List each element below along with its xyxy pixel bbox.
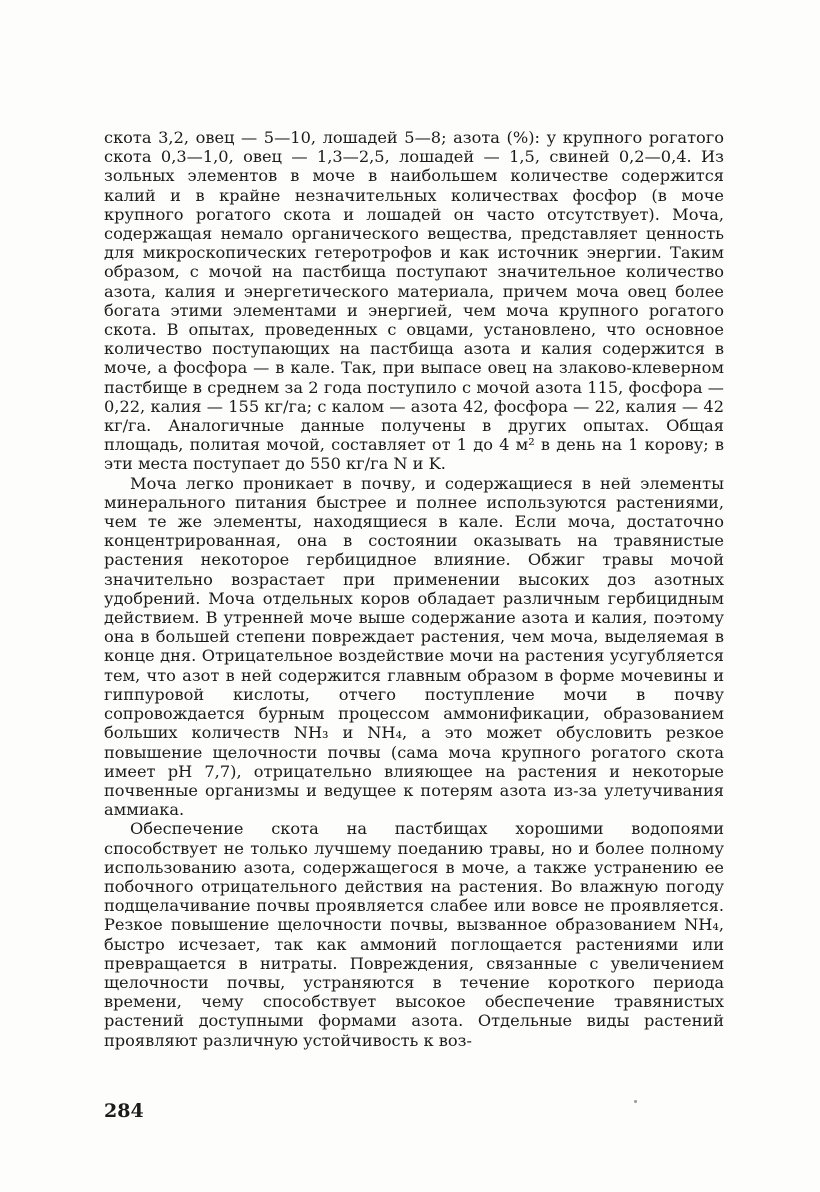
page-number: 284 <box>104 1100 144 1122</box>
paragraph-1: скота 3,2, овец — 5—10, лошадей 5—8; азота (%): у крупного рогатого скота 0,3—1,0, овец — 1,3—2,5, лошадей — 1,5, свиней 0,2—0,4. Из зольных элементов в моче в наибольшем количестве содержится калий и в крайне незначительных количествах фосфор (в моче крупного рогатого скота и лошадей он часто отсутствует). Моча, содержащая немало органического вещества, представляет ценность для микроскопических гетеротрофов и как источник энергии. Таким образом, с мочой на пастбища поступают значительное количество азота, калия и энергетического материала, причем моча овец более богата этими элементами и энергией, чем моча крупного рогатого скота. В опытах, проведенных с овцами, установлено, что основное количество поступающих на пастбища азота и калия содержится в моче, а фосфора — в кале. Так, при выпасе овец на злаково-клеверном пастбище в среднем за 2 года поступило с мочой азота 115, фосфора — 0,22, калия — 155 кг/га; с калом — азота 42, фосфора — 22, калия — 42 кг/га. Аналогичные данные получены в других опытах. Общая площадь, политая мочой, составляет от 1 до 4 м² в день на 1 корову; в эти места поступает до 550 кг/га N и K. <box>104 128 724 474</box>
paragraph-3: Обеспечение скота на пастбищах хорошими водопоями способствует не только лучшему поеданию травы, но и более полному использованию азота, содержащегося в моче, а также устранению ее побочного отрицательного действия на растения. Во влажную погоду подщелачивание почвы проявляется слабее или вовсе не проявляется. Резкое повышение щелочности почвы, вызванное образованием NH₄, быстро исчезает, так как аммоний поглощается растениями или превращается в нитраты. Повреждения, связанные с увеличением щелочности почвы, устраняются в течение короткого периода времени, чему способствует высокое обеспечение травянистых растений доступными формами азота. Отдельные виды растений проявляют различную устойчивость к воз- <box>104 819 724 1050</box>
paragraph-2: Моча легко проникает в почву, и содержащиеся в ней элементы минерального питания быстрее и полнее используются растениями, чем те же элементы, находящиеся в кале. Если моча, достаточно концентрированная, она в состоянии оказывать на травянистые растения некоторое гербицидное влияние. Обжиг травы мочой значительно возрастает при применении высоких доз азотных удобрений. Моча отдельных коров обладает различным гербицидным действием. В утренней моче выше содержание азота и калия, поэтому она в большей степени повреждает растения, чем моча, выделяемая в конце дня. Отрицательное воздействие мочи на растения усугубляется тем, что азот в ней содержится главным образом в форме мочевины и гиппуровой кислоты, отчего поступление мочи в почву сопровождается бурным процессом аммонификации, образованием больших количеств NH₃ и NH₄, а это может обусловить резкое повышение щелочности почвы (сама моча крупного рогатого скота имеет pH 7,7), отрицательно влияющее на растения и некоторые почвенные организмы и ведущее к потерям азота из-за улетучивания аммиака. <box>104 473 724 820</box>
paper-speck <box>634 1100 637 1103</box>
body-text <box>104 128 724 1050</box>
